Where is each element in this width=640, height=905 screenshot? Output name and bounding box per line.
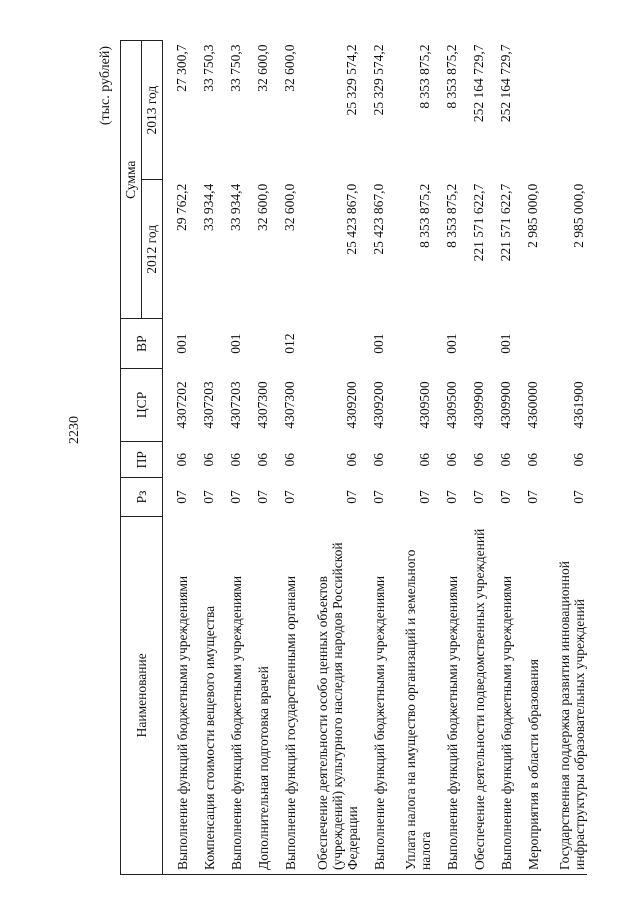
header-sum: Сумма: [121, 41, 142, 319]
row-name: Уплата налога на имущество организаций и земельного налога: [387, 516, 433, 874]
row-pr: 06: [417, 452, 432, 467]
table-row: [244, 41, 271, 875]
row-csr: 4309500: [444, 381, 459, 429]
row-vr: 001: [228, 333, 243, 354]
row-rz: 07: [282, 490, 297, 504]
table-row: [217, 41, 244, 875]
row-2012: 25 423 867,0: [371, 183, 386, 255]
row-2012: 32 600,0: [282, 183, 297, 231]
row-csr: 4307203: [201, 381, 216, 429]
row-name: Выполнение функций бюджетными учреждениями: [487, 516, 514, 874]
row-2012: 221 571 622,7: [498, 183, 513, 262]
row-2012: 33 934,4: [201, 183, 216, 231]
row-2012: 29 762,2: [174, 183, 189, 231]
row-2013: 27 300,7: [174, 44, 189, 92]
row-2012: 32 600,0: [255, 183, 270, 231]
row-pr: 06: [571, 452, 586, 467]
row-vr: [460, 319, 487, 368]
table-row: [460, 41, 487, 875]
row-name: Выполнение функций бюджетными учреждениями: [163, 516, 191, 874]
row-rz: 07: [525, 490, 540, 504]
row-pr: 06: [174, 452, 189, 467]
row-2013: 32 600,0: [255, 44, 270, 92]
row-vr: 001: [371, 333, 386, 354]
row-pr: 06: [444, 452, 459, 467]
row-name: Выполнение функций бюджетными учреждениями: [217, 516, 244, 874]
row-rz: 07: [417, 490, 432, 504]
table-row: [163, 41, 191, 875]
row-name: Государственная поддержка развития инновационной инфраструктуры образовательных учреждений: [541, 516, 587, 874]
row-2012: 25 423 867,0: [344, 183, 359, 255]
row-csr: 4307300: [255, 381, 270, 429]
table-row: [387, 41, 433, 875]
table-row: [487, 41, 514, 875]
row-rz: 07: [255, 490, 270, 504]
row-vr: [244, 319, 271, 368]
row-rz: 07: [344, 490, 359, 504]
header-vr: ВР: [121, 319, 163, 368]
row-vr: 001: [444, 333, 459, 354]
row-csr: 4361900: [571, 381, 586, 429]
row-pr: 06: [255, 452, 270, 467]
row-2013: 25 329 574,2: [371, 44, 386, 116]
row-rz: 07: [174, 490, 189, 504]
row-name: Выполнение функций бюджетными учреждениями: [433, 516, 460, 874]
header-rz: Рз: [121, 478, 163, 516]
row-2012: 2 985 000,0: [571, 183, 586, 248]
row-rz: 07: [571, 490, 586, 504]
units-note: (тыс. рублей): [98, 46, 113, 126]
row-name: Дополнительная подготовка врачей: [244, 516, 271, 874]
row-2012: 8 353 875,2: [444, 183, 459, 248]
table-row: [271, 41, 298, 875]
row-vr: 001: [498, 333, 513, 354]
row-csr: 4309900: [498, 381, 513, 429]
row-name: Выполнение функций государственными органами: [271, 516, 298, 874]
row-pr: 06: [228, 452, 243, 467]
header-2013: 2013 год: [142, 41, 163, 180]
row-vr: [190, 319, 217, 368]
row-2013: 252 164 729,7: [498, 44, 513, 123]
table-row: [514, 41, 541, 875]
row-csr: 4360000: [525, 381, 540, 429]
row-csr: 4307202: [174, 381, 189, 429]
row-csr: 4309200: [344, 381, 359, 429]
row-vr: [298, 319, 360, 368]
row-rz: 07: [371, 490, 386, 504]
row-2013: 33 750,3: [228, 44, 243, 92]
row-2013: [514, 41, 541, 180]
row-pr: 06: [471, 452, 486, 467]
header-name: Наименование: [121, 516, 163, 874]
row-csr: 4309500: [417, 381, 432, 429]
row-csr: 4309200: [371, 381, 386, 429]
row-name: Компенсация стоимости вещевого имущества: [190, 516, 217, 874]
row-vr: [514, 319, 541, 368]
page-number: 2230: [67, 416, 82, 444]
row-2012: 33 934,4: [228, 183, 243, 231]
row-rz: 07: [498, 490, 513, 504]
row-pr: 06: [201, 452, 216, 467]
row-vr: [387, 319, 433, 368]
row-vr: 001: [174, 333, 189, 354]
row-name: Выполнение функций бюджетными учреждениями: [360, 516, 387, 874]
row-vr: [541, 319, 587, 368]
table-body: [163, 41, 588, 875]
row-2013: 252 164 729,7: [471, 44, 486, 123]
row-name: Обеспечение деятельности подведомственных учреждений: [460, 516, 487, 874]
row-rz: 07: [228, 490, 243, 504]
row-pr: 06: [371, 452, 386, 467]
row-2013: 8 353 875,2: [444, 44, 459, 109]
row-2013: 33 750,3: [201, 44, 216, 92]
row-pr: 06: [344, 452, 359, 467]
budget-table: [120, 40, 587, 875]
row-csr: 4307300: [282, 381, 297, 429]
row-2013: [541, 41, 587, 180]
row-name: Обеспечение деятельности особо ценных объектов (учреждений) культурного наследия народов Российской Федерации: [298, 516, 360, 874]
row-pr: 06: [282, 452, 297, 467]
row-rz: 07: [444, 490, 459, 504]
row-rz: 07: [201, 490, 216, 504]
header-pr: ПР: [121, 442, 163, 478]
table-row: [541, 41, 587, 875]
row-2013: 32 600,0: [282, 44, 297, 92]
row-pr: 06: [525, 452, 540, 467]
table-row: [298, 41, 360, 875]
row-name: Мероприятия в области образования: [514, 516, 541, 874]
row-2013: 25 329 574,2: [344, 44, 359, 116]
row-2012: 2 985 000,0: [525, 183, 540, 248]
row-2012: 8 353 875,2: [417, 183, 432, 248]
row-csr: 4309900: [471, 381, 486, 429]
header-2012: 2012 год: [142, 180, 163, 319]
rotated-table-page: [98, 40, 587, 875]
row-pr: 06: [498, 452, 513, 467]
row-vr: 012: [282, 333, 297, 354]
table-row: [433, 41, 460, 875]
table-row: [190, 41, 217, 875]
row-2013: 8 353 875,2: [417, 44, 432, 109]
header-csr: ЦСР: [121, 368, 163, 441]
row-2012: 221 571 622,7: [471, 183, 486, 262]
row-rz: 07: [471, 490, 486, 504]
row-csr: 4307203: [228, 381, 243, 429]
table-row: [360, 41, 387, 875]
